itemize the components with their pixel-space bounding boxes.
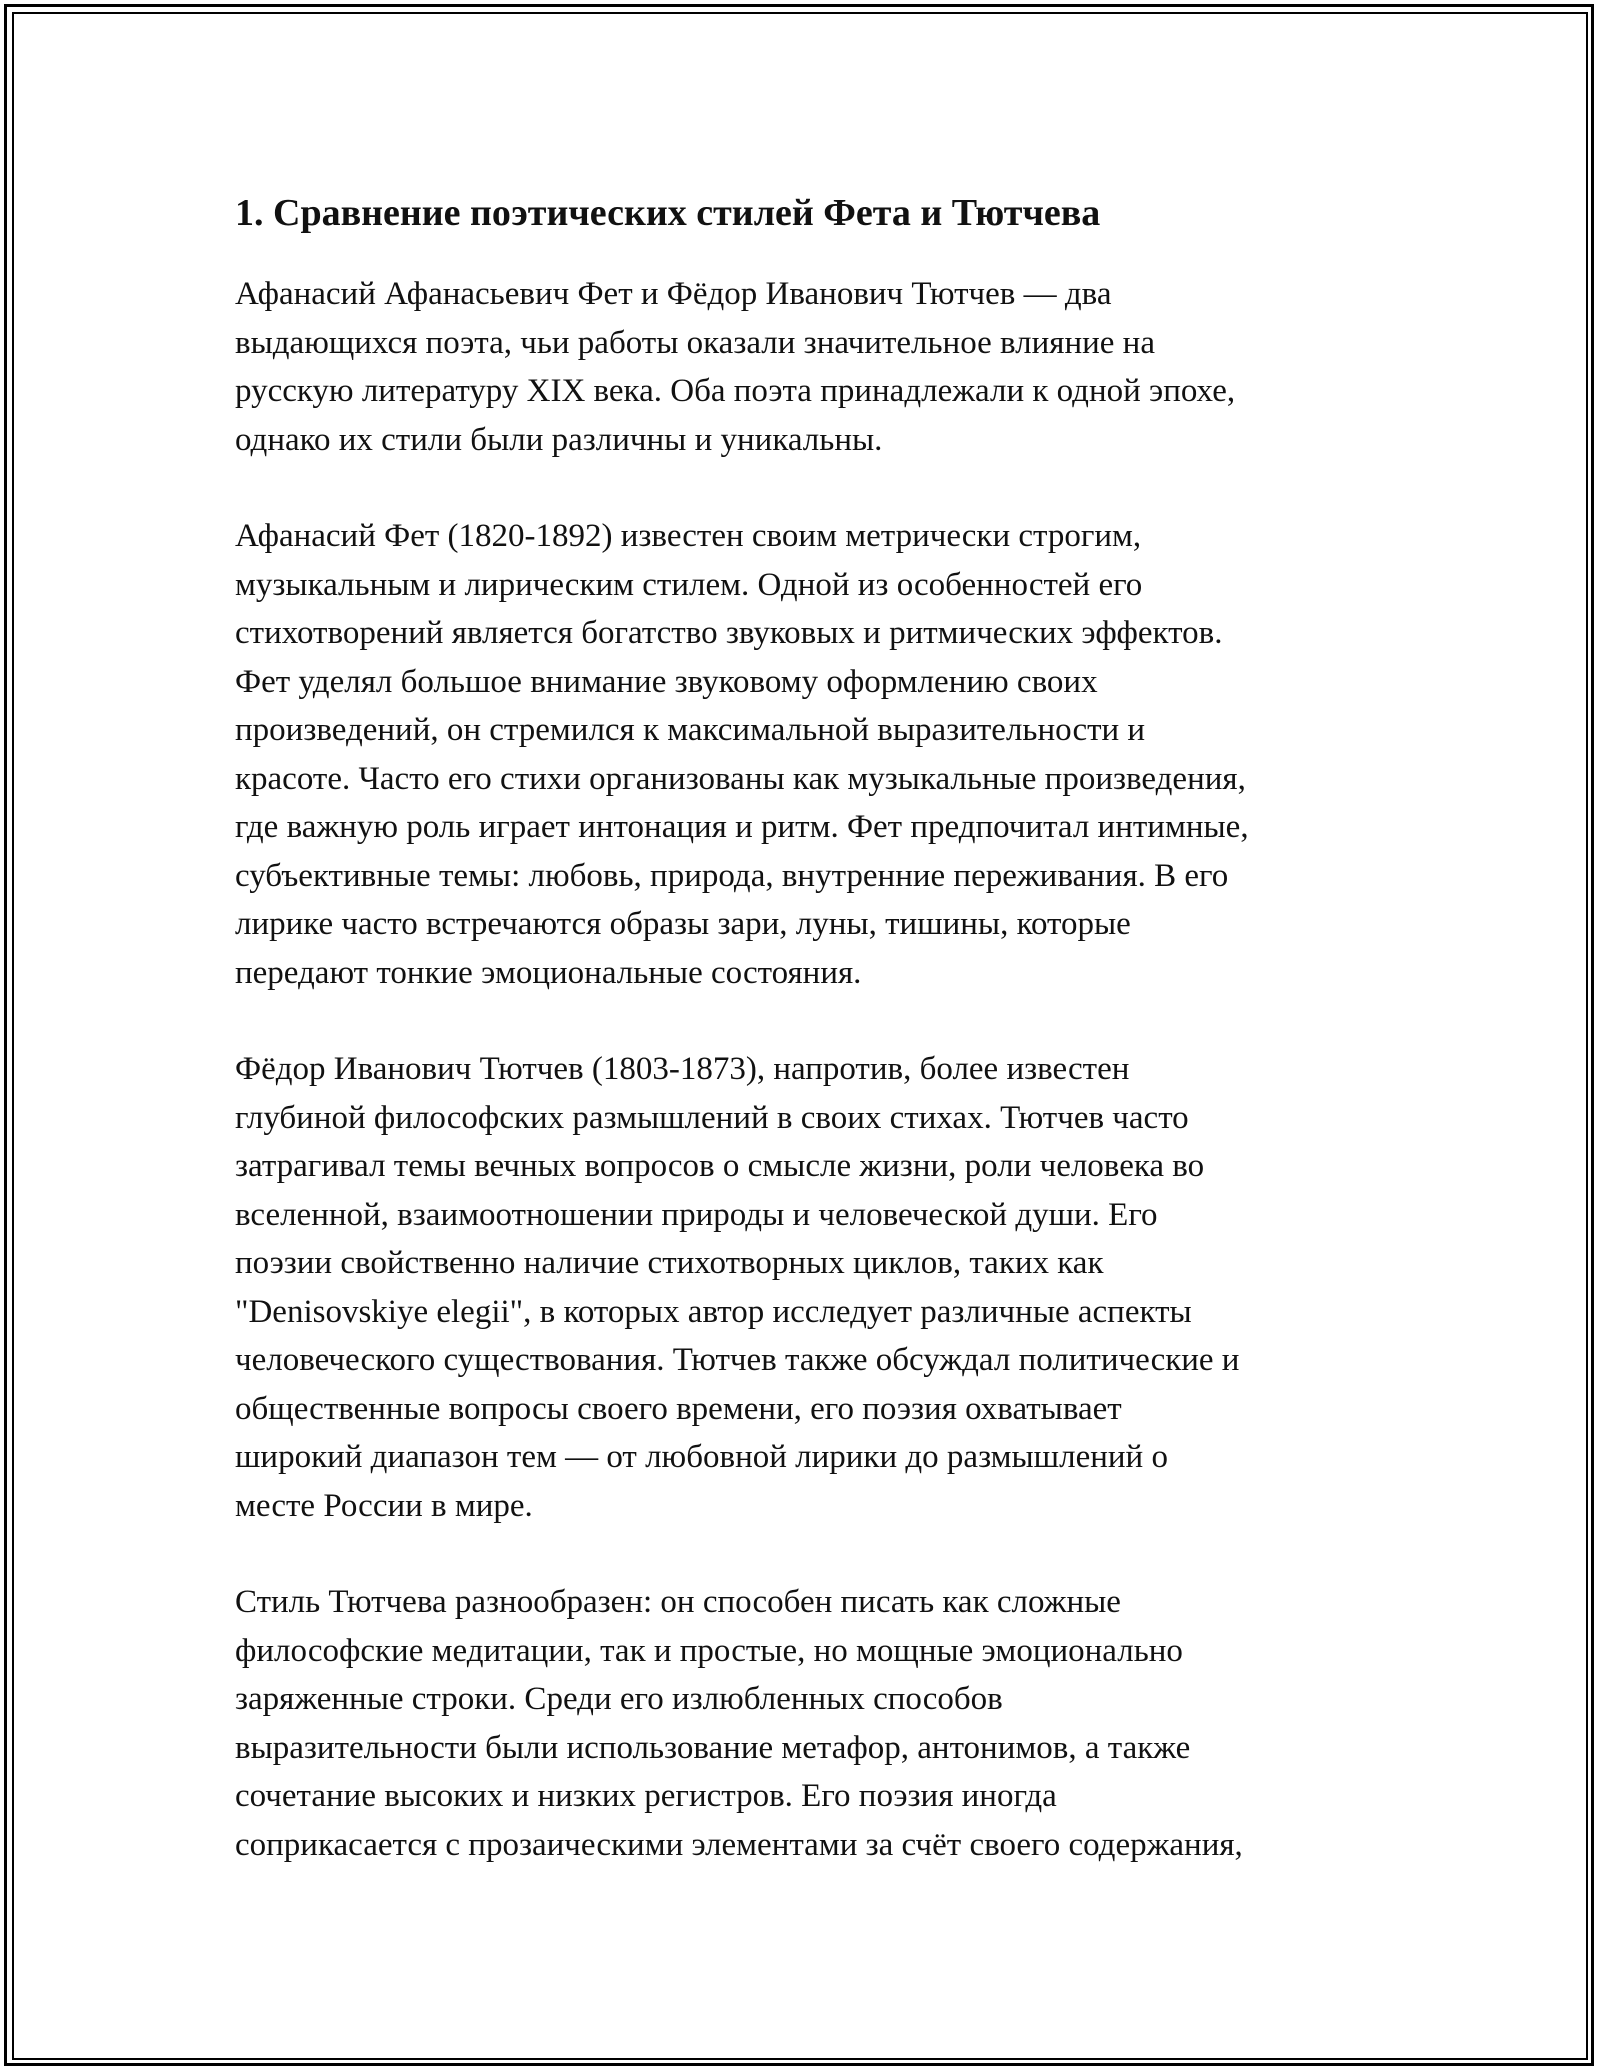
paragraph-tyutchev-style: Стиль Тютчева разнообразен: он способен писать как сложные философские медитации, так и простые, но мощные эмоционально заряженные строки. Среди его излюбленных способов выразительности были использование метафор, антонимов, а также сочетание высоких и низких регистров. Его поэзия иногда соприкасается с прозаическими элементами за счёт своего содержания, [235, 1584, 1243, 1863]
document-body [235, 180, 1385, 1917]
paragraph-tyutchev: Фёдор Иванович Тютчев (1803-1873), напротив, более известен глубиной философских размышлений в своих стихах. Тютчев часто затрагивал темы вечных вопросов о смысле жизни, роли человека во вселенной, взаимоотношении природы и человеческой души. Его поэзии свойственно наличие стихотворных циклов, таких как "Denisovskiye elegii", в которых автор исследует различные аспекты человеческого существования. Тютчев также обсуждал политические и общественные вопросы своего времени, его поэзия охватывает широкий диапазон тем — от любовной лирики до размышлений о месте России в мире. [235, 1051, 1240, 1524]
section-heading: 1. Сравнение поэтических стилей Фета и Тютчева [235, 192, 1101, 234]
paragraph-intro: Афанасий Афанасьевич Фет и Фёдор Иванович Тютчев — два выдающихся поэта, чьи работы оказали значительное влияние на русскую литературу XIX века. Оба поэта принадлежали к одной эпохе, однако их стили были различны и уникальны. [235, 276, 1236, 458]
paragraph-fet: Афанасий Фет (1820-1892) известен своим метрически строгим, музыкальным и лирическим стилем. Одной из особенностей его стихотворений является богатство звуковых и ритмических эффектов. Фет уделял большое внимание звуковому оформлению своих произведений, он стремился к максимальной выразительности и красоте. Часто его стихи организованы как музыкальные произведения, где важную роль играет интонация и ритм. Фет предпочитал интимные, субъективные темы: любовь, природа, внутренние переживания. В его лирике часто встречаются образы зари, луны, тишины, которые передают тонкие эмоциональные состояния. [235, 518, 1249, 991]
